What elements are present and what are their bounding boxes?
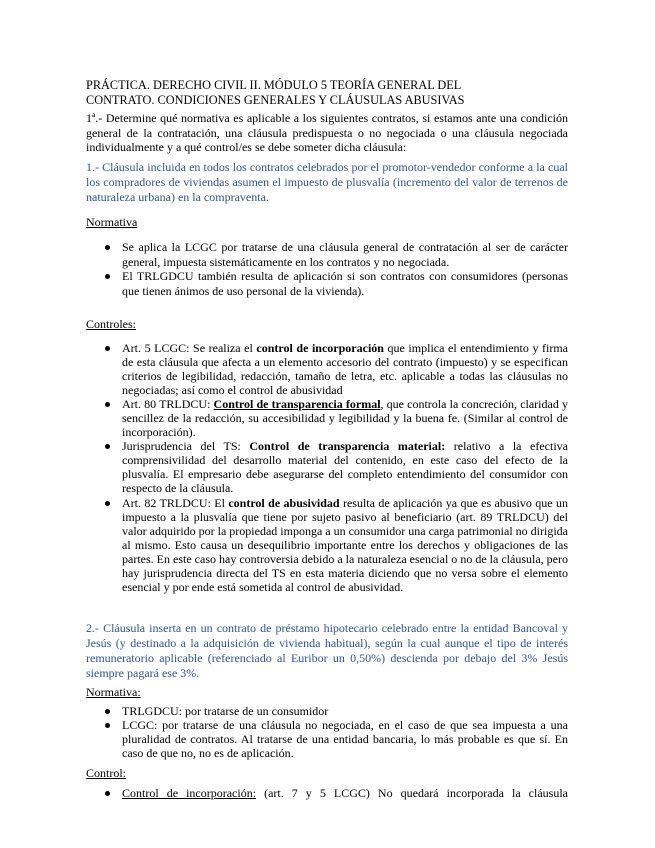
title-line: PRÁCTICA. DERECHO CIVIL II. MÓDULO 5 TEORÍA GENERAL DEL [86, 78, 462, 92]
case2-statement: 2.- Cláusula inserta en un contrato de préstamo hipotecario celebrado entre la entidad Bancoval y Jesús (y destinado a la adquisición de vivienda habitual), según la cual aunque el tipo de interés remuneratorio aplicable (referenciado al Euribor un 0,50%) descienda por debajo del 3% Jesús siempre pagará ese 3%. [86, 621, 568, 681]
document-body [86, 0, 568, 800]
list-item [86, 341, 568, 397]
list-item-prefix: Art. 5 LCGC: Se realiza el [122, 340, 257, 355]
list-item [86, 240, 568, 269]
list-item [86, 496, 568, 595]
list-item [86, 439, 568, 495]
title-line: CONTRATO. CONDICIONES GENERALES Y CLÁUSULAS ABUSIVAS [86, 93, 465, 107]
case2-normativa-heading-text: Normativa: [86, 685, 141, 700]
case1-normativa-heading [86, 215, 568, 230]
document-title [86, 78, 568, 108]
list-item-text: , que controla la concreción, claridad y sencillez de la redacción, su accesibilidad y legibilidad y la buena fe. (Similar al control de incorporación). [122, 396, 568, 440]
list-item-text: TRLGDCU: por tratarse de un consumidor [122, 703, 329, 718]
list-item-bold-term: control de abusividad [228, 495, 340, 510]
list-item-text: Se aplica la LCGC por tratarse de una cláusula general de contratación al ser de carácter general, impuesta sistemáticamente en los contratos y no negociada. [122, 240, 568, 269]
list-item-text: (art. 7 y 5 LCGC) No quedará incorporada la cláusula [256, 786, 568, 801]
bullet-icon [105, 245, 110, 250]
list-item [86, 786, 568, 800]
case2-normativa-list [86, 704, 568, 760]
case2-control-heading-text: Control: [86, 765, 127, 780]
list-item-text: LCGC: por tratarse de una cláusula no negociada, en el caso de que sea impuesta a una pluralidad de contratos. Al tratarse de una entidad bancaria, lo más probable es que sí. En caso de que no, no es de aplicación. [122, 717, 568, 760]
list-item [86, 704, 568, 718]
bullet-icon [105, 444, 110, 449]
list-item [86, 397, 568, 439]
list-item-prefix: Jurisprudencia del TS: [122, 439, 250, 454]
bullet-icon [105, 709, 110, 714]
list-item-prefix: Art. 82 TRLDCU: El [122, 495, 229, 510]
list-item-prefix: Art. 80 TRLDCU: [122, 396, 214, 411]
bullet-icon [105, 791, 110, 796]
bullet-icon [105, 501, 110, 506]
case1-controles-heading [86, 317, 568, 332]
list-item-text: resulta de aplicación ya que es abusivo que un impuesto a la plusvalía que tiene por sujeto pasivo al beneficiario (art. 89 TRLDCU) del valor adquirido por la propiedad imponga a un consumidor una carga patrimonial no dirigida al mismo. Esto causa un desequilibrio importante entre los derechos y obligaciones de las partes. En este caso hay controversia debido a la naturaleza esencial o no de la cláusula, pero hay jurisprudencia directa del TS en esta materia diciendo que no versa sobre el elemento esencial y por ende está sometida al control de abusividad. [122, 495, 568, 595]
list-item-text: relativo a la efectiva comprensivilidad del desarrollo material del contenido, en este caso del efecto de la plusvalía. El empresario debe asegurarse del completo entendimiento del consumidor con respecto de la cláusula. [122, 439, 568, 496]
case2-control-heading [86, 766, 568, 781]
list-item-text: que implica el entendimiento y firma de esta cláusula que afecta a un elemento accesorio del contrato (impuesto) y se especifican criterios de legibilidad, redacción, tamaño de letra, etc. aplicable a todas las cláusulas no negociadas; así como el control de abusividad [122, 340, 568, 397]
list-item-bold-term: control de incorporación [256, 340, 384, 355]
case1-normativa-list [86, 240, 568, 298]
list-item [86, 718, 568, 760]
exercise-intro: 1ª.- Determine qué normativa es aplicable a los siguientes contratos, si estamos ante una condición general de la contratación, una cláusula predispuesta o no negociada o una cláusula negociada individualmente y a qué control/es se debe someter dicha cláusula: [86, 111, 568, 154]
list-item-bold-term: Control de transparencia material: [249, 439, 446, 454]
case1-statement: 1.- Cláusula incluida en todos los contratos celebrados por el promotor-vendedor conforme a la cual los compradores de viviendas asumen el impuesto de plusvalía (incremento del valor de terrenos de naturaleza urbana) en la compraventa. [86, 159, 568, 204]
bullet-icon [105, 346, 110, 351]
case2-control-list [86, 786, 568, 800]
case1-controles-heading-text: Controles: [86, 317, 136, 331]
bullet-icon [105, 402, 110, 407]
case1-normativa-heading-text: Normativa [86, 214, 138, 229]
case2-normativa-heading [86, 685, 568, 700]
bullet-icon [105, 274, 110, 279]
case1-controles-list [86, 341, 568, 595]
bullet-icon [105, 723, 110, 728]
list-item [86, 269, 568, 298]
list-item-text: El TRLGDCU también resulta de aplicación si son contratos con consumidores (personas que tienen ánimos de uso personal de la vivienda). [122, 269, 568, 298]
list-item-underlined-term: Control de incorporación: [122, 786, 257, 801]
list-item-bold-term: Control de transparencia formal [213, 396, 381, 411]
